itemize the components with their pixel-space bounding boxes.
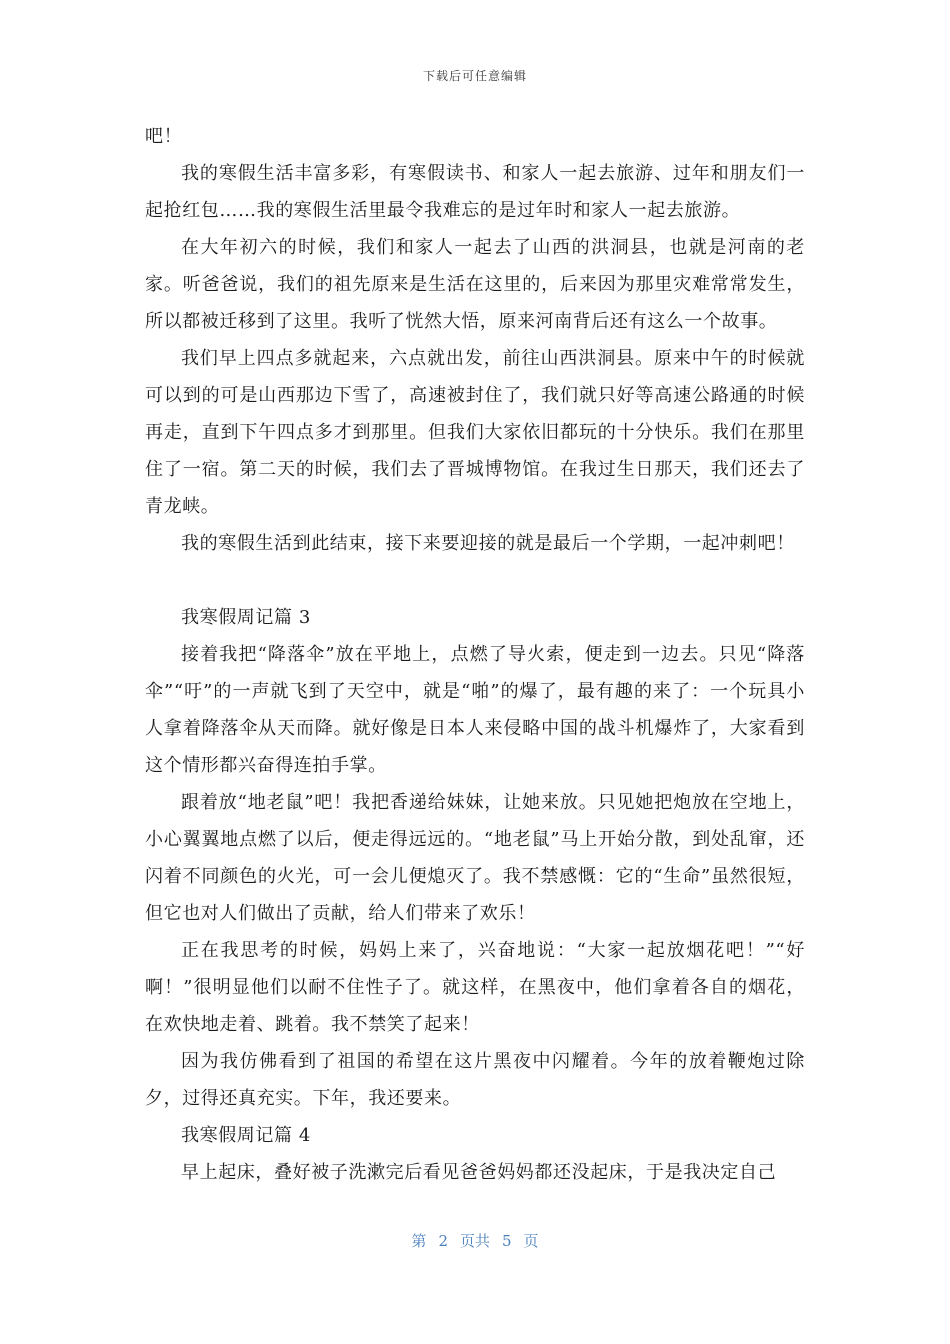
paragraph-6: 跟着放“地老鼠”吧！我把香递给妹妹，让她来放。只见她把炮放在空地上，小心翼翼地点燃了以后，便走得远远的。“地老鼠”马上开始分散，到处乱窜，还闪着不同颜色的火光，可一会儿便熄灭了。我不禁感慨：它的“生命”虽然很短，但它也对人们做出了贡献，给人们带来了欢乐！ [145, 792, 805, 924]
paragraph-4: 我的寒假生活到此结束，接下来要迎接的就是最后一个学期，一起冲刺吧！ [181, 533, 795, 554]
footer-label-ye: 页 [523, 1232, 539, 1250]
footer-label-di: 第 [411, 1232, 427, 1250]
paragraph-continued: 吧！ [145, 126, 183, 147]
paragraph-9: 早上起床，叠好被子洗漱完后看见爸爸妈妈都还没起床，于是我决定自己 [181, 1162, 777, 1183]
paragraph-1: 我的寒假生活丰富多彩，有寒假读书、和家人一起去旅游、过年和朋友们一起抢红包……我的寒假生活里最令我难忘的是过年时和家人一起去旅游。 [145, 163, 805, 221]
page-header: 下载后可任意编辑 [422, 69, 527, 83]
page-footer [0, 1230, 950, 1251]
document-body [145, 118, 805, 1191]
paragraph-8: 因为我仿佛看到了祖国的希望在这片黑夜中闪耀着。今年的放着鞭炮过除夕，过得还真充实。下年，我还要来。 [145, 1051, 805, 1109]
paragraph-2: 在大年初六的时候，我们和家人一起去了山西的洪洞县，也就是河南的老家。听爸爸说，我们的祖先原来是生活在这里的，后来因为那里灾难常常发生，所以都被迁移到了这里。我听了恍然大悟，原来河南背后还有这么一个故事。 [145, 237, 805, 332]
blank-line [145, 562, 805, 599]
section-heading-3: 我寒假周记篇 3 [181, 607, 311, 628]
paragraph-3: 我们早上四点多就起来，六点就出发，前往山西洪洞县。原来中午的时候就可以到的可是山西那边下雪了，高速被封住了，我们就只好等高速公路通的时候再走，直到下午四点多才到那里。但我们大家依旧都玩的十分快乐。我们在那里住了一宿。第二天的时候，我们去了晋城博物馆。在我过生日那天，我们还去了青龙峡。 [145, 348, 805, 517]
paragraph-7: 正在我思考的时候，妈妈上来了，兴奋地说：“大家一起放烟花吧！”“好啊！”很明显他们以耐不住性子了。就这样，在黑夜中，他们拿着各自的烟花，在欢快地走着、跳着。我不禁笑了起来！ [145, 940, 805, 1035]
section-heading-4: 我寒假周记篇 4 [181, 1125, 311, 1146]
footer-label-ye-gong: 页共 [459, 1232, 490, 1250]
footer-page-number: 2 [438, 1232, 448, 1250]
paragraph-5: 接着我把“降落伞”放在平地上，点燃了导火索，便走到一边去。只见“降落伞”“吁”的一声就飞到了天空中，就是“啪”的爆了，最有趣的来了：一个玩具小人拿着降落伞从天而降。就好像是日本人来侵略中国的战斗机爆炸了，大家看到这个情形都兴奋得连拍手掌。 [145, 644, 805, 776]
footer-total-pages: 5 [502, 1232, 512, 1250]
